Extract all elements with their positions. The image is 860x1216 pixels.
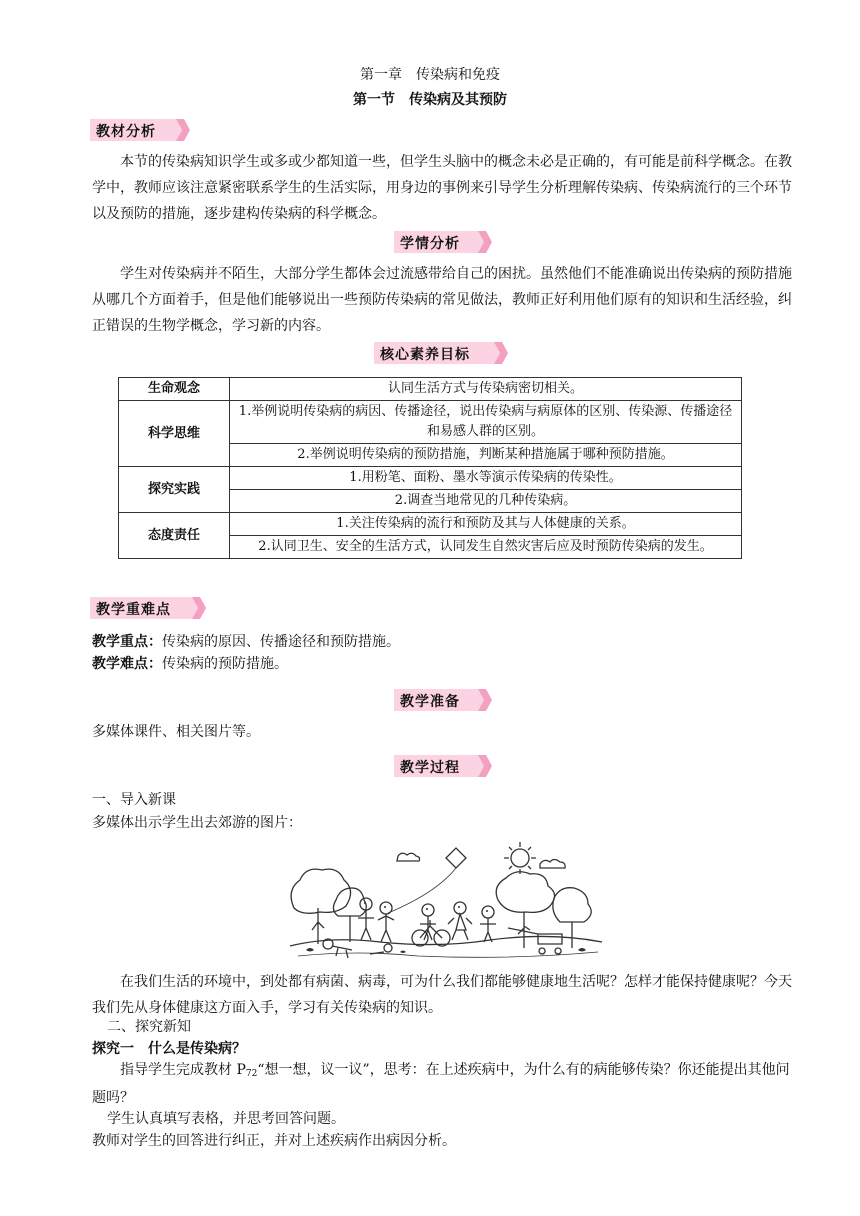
table-row (119, 467, 742, 490)
guide-text-b: “想一想，议一议”，思考：在上述疾病中，为什么有的病能够传染？你还能提出其他问题吗？ (92, 1062, 790, 1106)
guide-paragraph (92, 1057, 792, 1111)
focus-label: 教学重点： (92, 634, 162, 650)
teaching-difficulty (92, 654, 288, 674)
goal-item: 1.举例说明传染病的病因、传播途径，说出传染病与病原体的区别、传染源、传播途径和易感人群的区别。 (230, 401, 742, 444)
goal-item: 1.关注传染病的流行和预防及其与人体健康的关系。 (230, 513, 742, 536)
goal-item: 1.用粉笔、面粉、墨水等演示传染病的传染性。 (230, 467, 742, 490)
goal-item: 2.认同卫生、安全的生活方式，认同发生自然灾害后应及时预防传染病的发生。 (230, 536, 742, 559)
focus-text: 传染病的原因、传播途径和预防措施。 (162, 634, 400, 650)
after-image-paragraph: 在我们生活的环境中，到处都有病菌、病毒，可为什么我们都能够健康地生活呢？怎样才能保持健康呢？今天我们先从身体健康这方面入手，学习有关传染病的知识。 (92, 974, 792, 1016)
guide-text-a: 指导学生完成教材 P (120, 1062, 246, 1078)
students-line: 学生认真填写表格，并思考回答问题。 (107, 1111, 345, 1127)
banner-student-analysis (394, 230, 494, 254)
table-row (119, 513, 742, 536)
core-goals-table (118, 377, 742, 559)
difficulty-label: 教学难点： (92, 656, 162, 672)
banner-process (394, 754, 494, 778)
banner-label: 教材分析 (96, 124, 156, 140)
teacher-line: 教师对学生的回答进行纠正，并对上述疾病作出病因分析。 (92, 1133, 456, 1149)
outing-illustration (288, 838, 604, 960)
guide-page-subscript: 72 (245, 1069, 258, 1079)
preparation-body: 多媒体课件、相关图片等。 (92, 724, 260, 740)
banner-key-points (90, 596, 208, 620)
process-part1: 一、导入新课 (92, 792, 176, 808)
banner-label: 教学准备 (400, 694, 460, 710)
banner-preparation (394, 688, 494, 712)
table-row (119, 378, 742, 401)
difficulty-text: 传染病的预防措施。 (162, 656, 288, 672)
banner-label: 教学重难点 (96, 602, 171, 618)
banner-core-goals (374, 341, 510, 365)
banner-textbook-analysis (90, 118, 192, 142)
textbook-analysis-body: 本节的传染病知识学生或多或少都知道一些，但学生头脑中的概念未必是正确的，有可能是前科学概念。在教学中，教师应该注意紧密联系学生的生活实际，用身边的事例来引导学生分析理解传染病、传染病流行的三个环节以及预防的措施，逐步建构传染病的科学概念。 (92, 154, 792, 222)
banner-label: 核心素养目标 (380, 347, 470, 363)
student-analysis-body: 学生对传染病并不陌生，大部分学生都体会过流感带给自己的困扰。虽然他们不能准确说出传染病的预防措施从哪几个方面着手，但是他们能够说出一些预防传染病的常见做法，教师正好利用他们原有的知识和生活经验，纠正错误的生物学概念，学习新的内容。 (92, 266, 792, 334)
goal-category: 探究实践 (119, 467, 230, 513)
table-row (119, 401, 742, 444)
process-part1-line: 多媒体出示学生出去郊游的图片： (92, 815, 302, 831)
inquiry1-heading: 探究一 什么是传染病？ (92, 1041, 246, 1057)
banner-label: 学情分析 (400, 236, 460, 252)
teaching-focus (92, 632, 400, 652)
banner-label: 教学过程 (400, 760, 460, 776)
goal-item: 认同生活方式与传染病密切相关。 (230, 378, 742, 401)
goal-category: 生命观念 (119, 378, 230, 401)
goal-category: 科学思维 (119, 401, 230, 467)
goal-item: 2.调查当地常见的几种传染病。 (230, 490, 742, 513)
goal-item: 2.举例说明传染病的预防措施，判断某种措施属于哪种预防措施。 (230, 444, 742, 467)
process-part2: 二、探究新知 (107, 1019, 191, 1035)
goal-category: 态度责任 (119, 513, 230, 559)
section-title: 第一节 传染病及其预防 (353, 92, 507, 108)
chapter-title: 第一章 传染病和免疫 (360, 67, 500, 83)
